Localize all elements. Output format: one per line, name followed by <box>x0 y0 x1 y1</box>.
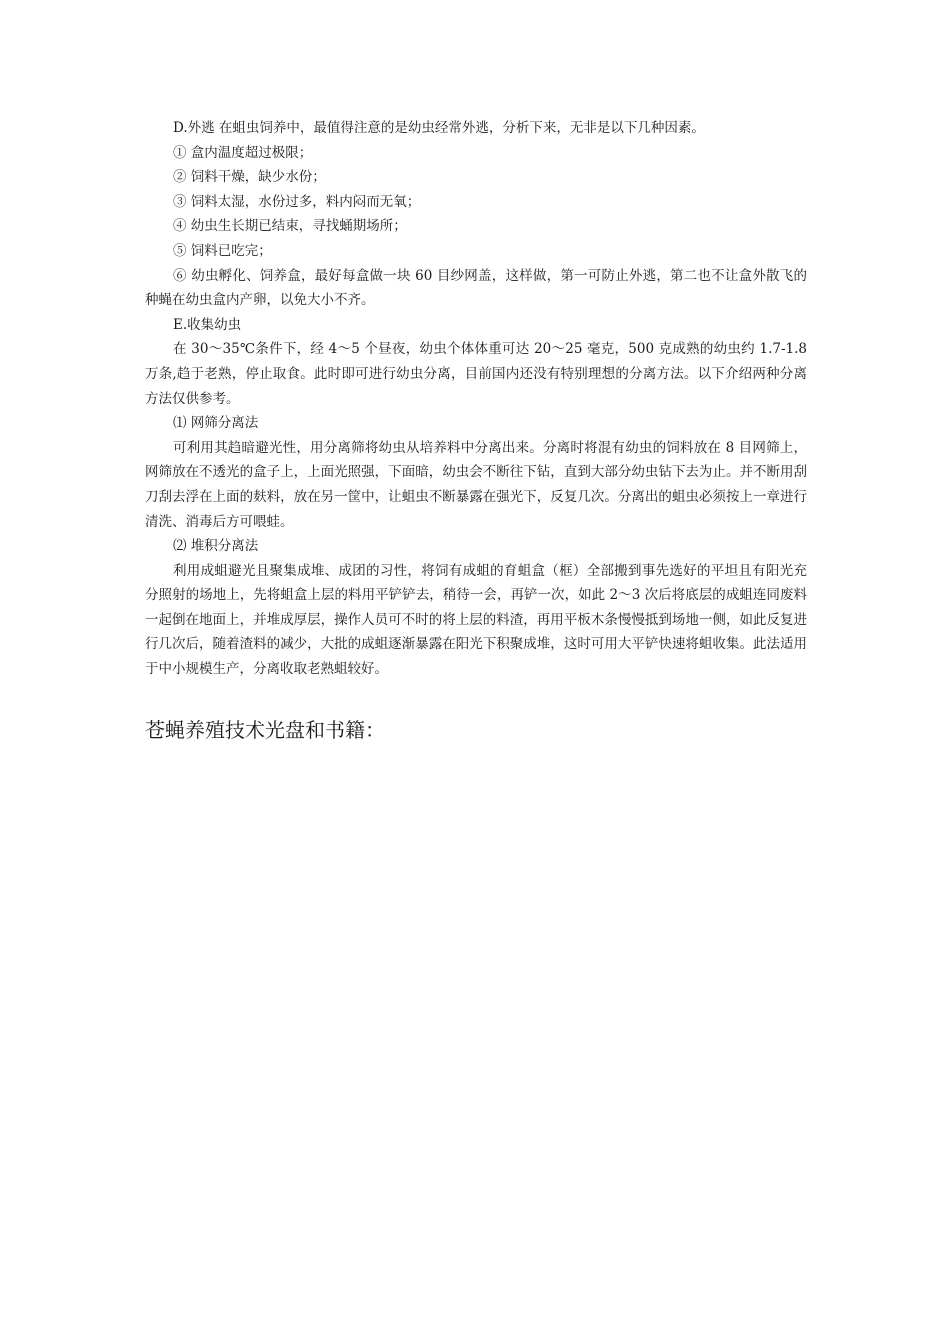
list-item: ③ 饲料太湿，水份过多，料内闷而无氧； <box>173 193 421 210</box>
method2-text: 利用成蛆避光且聚集成堆、成团的习性，将饲有成蛆的育蛆盒（框）全部搬到事先选好的平坦且有阳光充分照射的场地上，先将蛆盒上层的料用平铲铲去，稍待一会，再铲一次，如此 2～3 次后将底层的成蛆连同废料一起倒在地面上，并堆成厚层，操作人员可不时的将上层的料渣，再用平板木条慢慢抵到场地一侧，如此反复进行几次后，随着渣料的减少，大批的成蛆逐渐暴露在阳光下积聚成堆，这时可用大平铲快速将蛆收集。此法适用于中小规模生产，分离收取老熟蛆较好。 <box>145 562 807 678</box>
method2-title: ⑵ 堆积分离法 <box>173 538 259 555</box>
section-d-title: D.外逃 在蛆虫饲养中，最值得注意的是幼虫经常外逃，分析下来，无非是以下几种因素。 <box>173 120 705 136</box>
document-body <box>145 116 807 682</box>
list-item: ① 盒内温度超过极限； <box>173 144 313 161</box>
section-e-title: E.收集幼虫 <box>173 316 242 333</box>
list-item: ④ 幼虫生长期已结束，寻找蛹期场所； <box>173 218 407 235</box>
section-d-note: ⑥ 幼虫孵化、饲养盒，最好每盒做一块 60 目纱网盖，这样做，第一可防止外逃，第二也不让盒外散飞的种蝇在幼虫盒内产卵，以免大小不齐。 <box>145 267 807 309</box>
section-e-intro: 在 30～35℃条件下，经 4～5 个昼夜，幼虫个体体重可达 20～25 毫克，500 克成熟的幼虫约 1.7-1.8 万条,趋于老熟，停止取食。此时即可进行幼虫分离，目前国内还没有特别理想的分离方法。以下介绍两种分离方法仅供参考。 <box>145 341 807 407</box>
list-item: ② 饲料干燥，缺少水份； <box>173 169 326 186</box>
method1-title: ⑴ 网筛分离法 <box>173 415 259 432</box>
method1-text: 可利用其趋暗避光性，用分离筛将幼虫从培养料中分离出来。分离时将混有幼虫的饲料放在 8 目网筛上，网筛放在不透光的盒子上，上面光照强，下面暗，幼虫会不断往下钻，直到大部分幼虫钻下去为止。并不断用刮刀刮去浮在上面的麸料，放在另一筐中，让蛆虫不断暴露在强光下，反复几次。分离出的蛆虫必须按上一章进行清洗、消毒后方可喂蛙。 <box>145 439 807 530</box>
footer-heading: 苍蝇养殖技术光盘和书籍： <box>145 718 385 742</box>
list-item: ⑤ 饲料已吃完； <box>173 242 272 259</box>
